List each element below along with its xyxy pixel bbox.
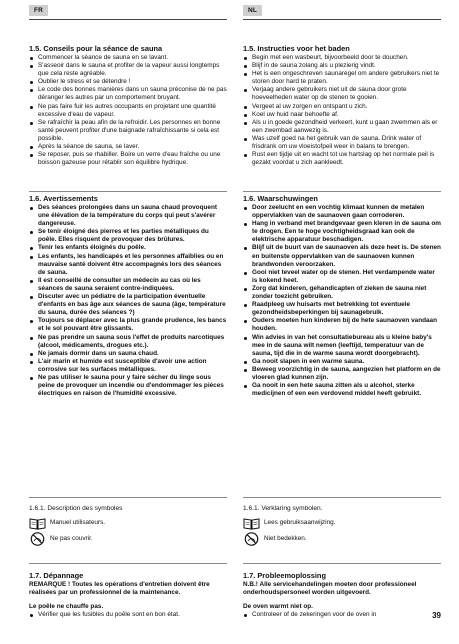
list-item: Le code des bonnes manières dans un sauna préconise de ne pas déranger les autres par un comportement bruyant. — [29, 86, 227, 102]
list-item: Se reposer, puis se rhabiller. Boire un verre d'eau fraîche ou une boisson gazeuse pour rétablir son équilibre hydrique. — [29, 151, 227, 167]
section-title: 1.6.1. Verklaring symbolen. — [243, 505, 323, 512]
remark-text: REMARQUE ! Toutes les opérations d'entretien doivent être réalisées par un professionnel de la maintenance. — [29, 581, 210, 597]
list-item: Blijf uit de buurt van de saunaoven als deze heet is. De stenen en buitenste oppervlakken van de saunaoven kunnen brandwonden veroorzaken. — [243, 244, 441, 268]
list-item: Win advies in van het consultatiebureau als u kleine baby's mee in de sauna wilt nemen (leeftijd, temperatuur van de sauna, tijd die in de warme sauna wordt doorgebracht). — [243, 334, 441, 358]
divider-nl-3 — [243, 563, 441, 564]
symbol-cover-row — [243, 532, 441, 546]
divider-nl-2 — [243, 497, 441, 498]
divider-nl-1 — [243, 191, 441, 192]
symbol-cover-row — [29, 532, 227, 546]
list-item: Ne pas faire fuir les autres occupants en projetant une quantité excessive d'eau de vapeur. — [29, 103, 227, 119]
list-item: Begin met een wasbeurt, bijvoorbeeld door te douchen. — [243, 54, 441, 62]
subheading: De oven warmt niet op. — [243, 603, 313, 611]
list-item: Les enfants, les handicapés et les personnes affaiblies ou en mauvaise santé doivent être accompagnés lors des séances de sauna. — [29, 253, 227, 277]
book-icon — [243, 517, 260, 530]
section-title: 1.5. Conseils pour la séance de sauna — [29, 44, 163, 53]
list-item: Gooi niet teveel water op de stenen. Het verdampende water is kokend heet. — [243, 269, 441, 285]
section-1-6-nl — [243, 194, 441, 398]
divider-fr-3 — [29, 563, 227, 564]
list-item: Het is een ongeschreven saunaregel om andere gebruikers niet te storen door hard te praten. — [243, 70, 441, 86]
divider-fr-2 — [29, 497, 227, 498]
section-1-5-fr — [29, 44, 227, 167]
list-item: Ga nooit in een hete sauna zitten als u alcohol, sterke medicijnen of een een verdovend middel heeft gebruikt. — [243, 382, 441, 398]
header-rule-nl — [243, 19, 441, 20]
remark-text: N.B.! Alle servicehandelingen moeten door professioneel onderhoudspersoneel worden uitgevoerd. — [243, 581, 417, 597]
list-item: Il est conseillé de consulter un médecin au cas où les séances de sauna seraient contre-indiquées. — [29, 277, 227, 293]
list-item: Verjaag andere gebruikers niet uit de sauna door grote hoeveelheden water op de stenen te gooien. — [243, 86, 441, 102]
symbol-label: Niet bedekken. — [264, 535, 307, 543]
symbol-label: Ne pas couvrir. — [50, 535, 93, 543]
list-item: Se tenir éloigné des pierres et les parties métalliques du poêle. Elles risquent de provoquer des brûlures. — [29, 228, 227, 244]
list-item: Beweeg voorzichtig in de sauna, aangezien het platform en de vloeren glad kunnen zijn. — [243, 366, 441, 382]
list-item: Controleer of de zekeringen voor de oven in — [243, 611, 441, 619]
symbol-manual-row — [29, 516, 227, 530]
list-item: Oublier le stress et se détendre ! — [29, 78, 227, 86]
list-item: Hang in verband met brandgevaar geen kleren in de sauna om te drogen. Een te hoge vochtigheidsgraad kan ook de elektrische apparatuur beschadigen. — [243, 220, 441, 244]
symbol-label: Manuel utilisateurs. — [50, 519, 106, 527]
do-not-cover-icon — [243, 532, 260, 546]
list-item: Vergeet al uw zorgen en ontspant u zich. — [243, 103, 441, 111]
list-item: Toujours se déplacer avec la plus grande prudence, les bancs et le sol pouvant être glissants. — [29, 317, 227, 333]
do-not-cover-icon — [29, 532, 46, 546]
subheading: Le poêle ne chauffe pas. — [29, 603, 104, 611]
list-item: Après la séance de sauna, se laver. — [29, 143, 227, 151]
section-1-7-nl — [243, 571, 441, 619]
list-item: L'air marin et humide est susceptible d'avoir une action corrosive sur les surfaces métalliques. — [29, 358, 227, 374]
language-code: NL — [248, 7, 258, 14]
section-title: 1.5. Instructies voor het baden — [243, 44, 350, 53]
section-title: 1.6.1. Description des symboles — [29, 505, 123, 512]
section-1-5-nl — [243, 44, 441, 167]
list-item: Was uzelf goed na het gebruik van de sauna. Drink water of frisdrank om uw vloeistofpeil weer in balans te brengen. — [243, 135, 441, 151]
section-1-6-1-fr — [29, 505, 227, 548]
section-1-6-fr — [29, 194, 227, 398]
section-1-7-fr — [29, 571, 227, 619]
list-item: Discuter avec un pédiatre de la participation éventuelle d'enfants en bas âge aux séances de sauna (âge, température du sauna, durée des séances ?) — [29, 293, 227, 317]
troubleshoot-list — [243, 611, 441, 619]
list-item: Koel uw huid naar behoefte af. — [243, 111, 441, 119]
language-tab-fr — [29, 5, 48, 16]
section-title: 1.7. Probleemoplossing — [243, 571, 326, 580]
tips-list — [243, 54, 441, 167]
list-item: Se rafraîchir la peau afin de la refroidir. Les personnes en bonne santé peuvent profiter d'une baignade rafraîchissante si cela est possible. — [29, 119, 227, 143]
language-code: FR — [34, 7, 44, 14]
section-title: 1.7. Dépannage — [29, 571, 84, 580]
list-item: Zorg dat kinderen, gehandicapten of zieken de sauna niet zonder toezicht gebruiken. — [243, 285, 441, 301]
list-item: Tenir les enfants éloignés du poêle. — [29, 244, 227, 252]
list-item: Raadpleeg uw huisarts met betrekking tot eventuele gezondheidsbeperkingen bij saunagebruik. — [243, 301, 441, 317]
section-title: 1.6. Avertissements — [29, 194, 98, 203]
symbol-label: Lees gebruiksaanwijzing. — [264, 519, 336, 527]
list-item: Als u in goede gezondheid verkeert, kunt u gaan zwemmen als er een zwembad aanwezig is. — [243, 119, 441, 135]
list-item: Door zeelucht en een vochtig klimaat kunnen de metalen oppervlakken van de saunaoven gaan corroderen. — [243, 204, 441, 220]
section-title: 1.6. Waarschuwingen — [243, 194, 318, 203]
page-number: 39 — [432, 610, 441, 620]
header-rule-fr — [29, 19, 227, 20]
list-item: Rust een tijdje uit en wacht tot uw hartslag op het normale peil is gezakt voordat u zich aankleedt. — [243, 151, 441, 167]
tips-list — [29, 54, 227, 167]
symbol-manual-row — [243, 516, 441, 530]
section-1-6-1-nl — [243, 505, 441, 548]
divider-fr-1 — [29, 191, 227, 192]
troubleshoot-list — [29, 611, 227, 619]
list-item: Ga nooit slapen in een warme sauna. — [243, 358, 441, 366]
list-item: Ne jamais dormir dans un sauna chaud. — [29, 350, 227, 358]
list-item: Blijf in de sauna zolang als u plezierig vindt. — [243, 62, 441, 70]
book-icon — [29, 517, 46, 530]
list-item: S'asseoir dans le sauna et profiter de la vapeur aussi longtemps que cela reste agréable. — [29, 62, 227, 78]
warnings-list — [243, 204, 441, 398]
warnings-list — [29, 204, 227, 398]
list-item: Ne pas prendre un sauna sous l'effet de produits narcotiques (alcool, médicaments, drogues etc.). — [29, 334, 227, 350]
list-item: Commencer la séance de sauna en se lavant. — [29, 54, 227, 62]
list-item: Ouders moeten hun kinderen bij de hete saunaoven vandaan houden. — [243, 317, 441, 333]
language-tab-nl — [243, 5, 262, 16]
list-item: Des séances prolongées dans un sauna chaud provoquent une élévation de la température du corps qui peut s'avérer dangereuse. — [29, 204, 227, 228]
list-item: Ne pas utiliser le sauna pour y faire sécher du linge sous peine de provoquer un incendie ou d'endommager les pièces électriques en raison de l'humidité excessive. — [29, 374, 227, 398]
list-item: Vérifier que les fusibles du poêle sont en bon état. — [29, 611, 227, 619]
